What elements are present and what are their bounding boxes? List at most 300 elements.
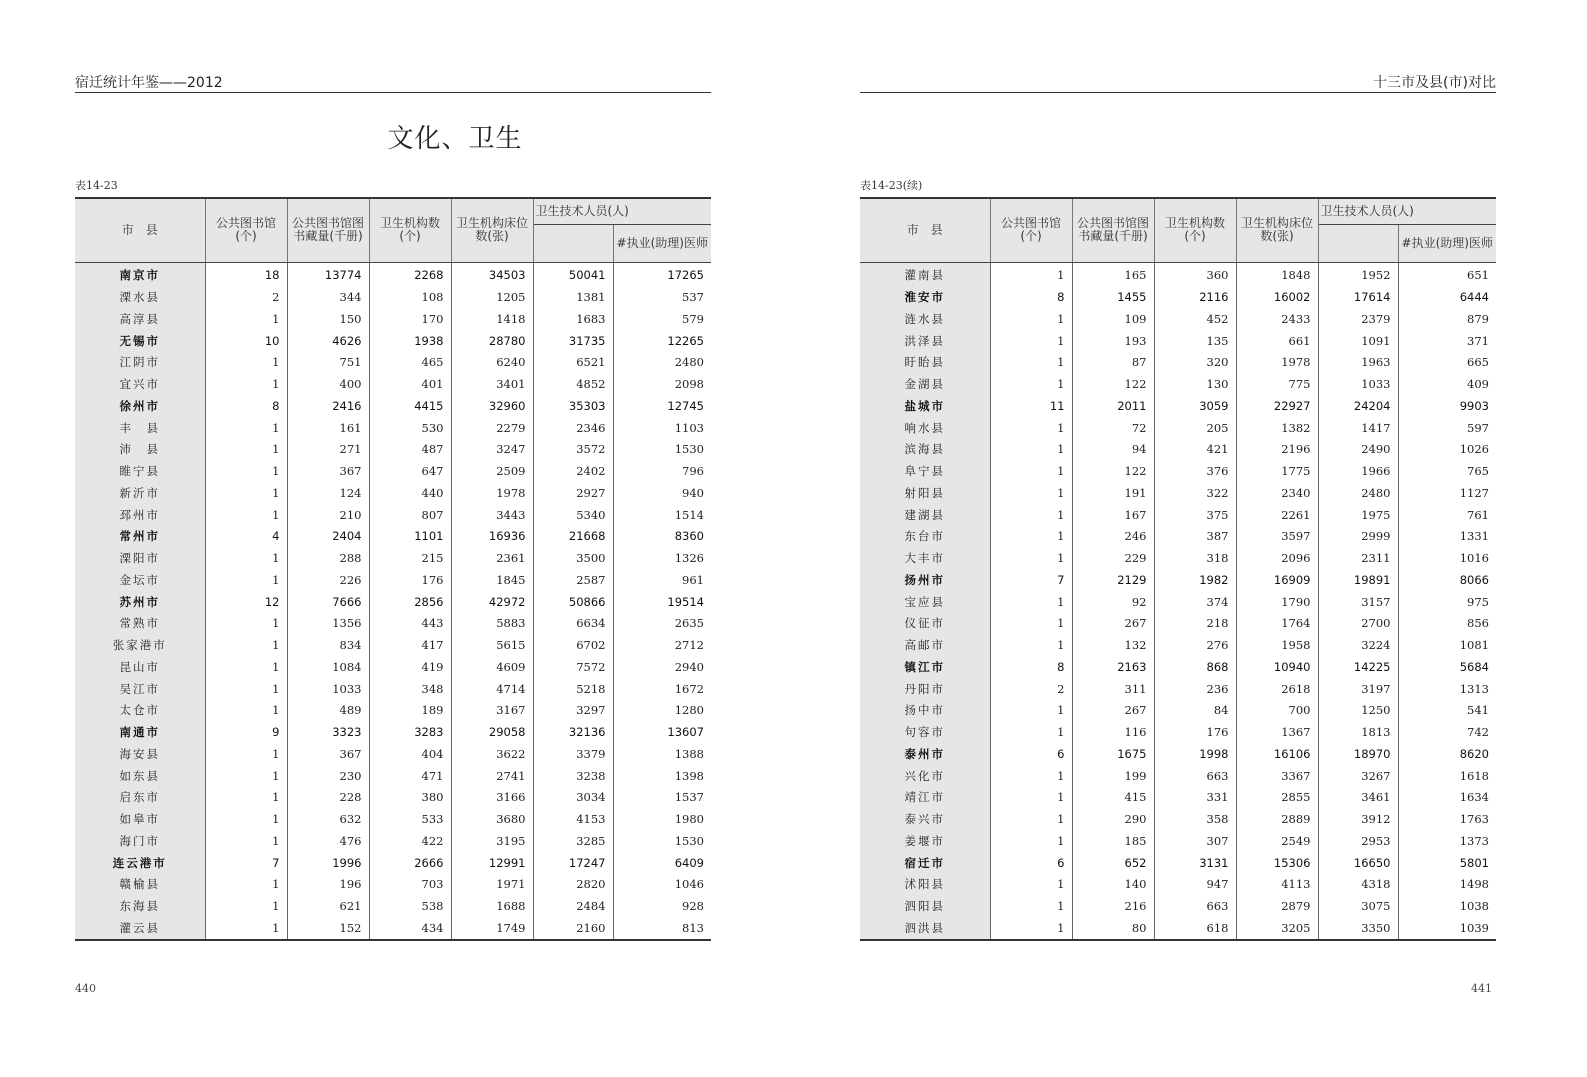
institutions-cell: 276 — [1154, 634, 1236, 656]
statistics-table-right — [860, 197, 1496, 941]
table-row — [860, 591, 1496, 613]
table-row — [75, 721, 711, 743]
doctors-cell: 879 — [1467, 311, 1489, 326]
institutions-cell: 443 — [369, 613, 451, 635]
running-header: 宿迁统计年鉴——2012 — [75, 74, 711, 93]
libraries-cell: 1 — [205, 373, 287, 395]
collection-cell: 230 — [287, 765, 369, 787]
personnel-cell: 50866 — [533, 591, 613, 613]
collection-cell: 87 — [1072, 352, 1154, 374]
doctors-cell: 597 — [1467, 420, 1489, 435]
institutions-cell: 421 — [1154, 439, 1236, 461]
collection-cell: 751 — [287, 352, 369, 374]
doctors-cell: 961 — [682, 572, 704, 587]
collection-cell: 132 — [1072, 634, 1154, 656]
table-row — [860, 330, 1496, 352]
libraries-cell: 1 — [205, 656, 287, 678]
table-row — [75, 591, 711, 613]
table-row — [860, 547, 1496, 569]
table-row — [860, 395, 1496, 417]
collection-cell: 109 — [1072, 308, 1154, 330]
libraries-cell: 1 — [990, 808, 1072, 830]
region-name: 常州市 — [75, 526, 205, 548]
institutions-cell: 176 — [1154, 721, 1236, 743]
region-name: 东海县 — [75, 895, 205, 917]
section-title: 文化、卫生 — [387, 124, 523, 154]
beds-cell: 5615 — [451, 634, 533, 656]
doctors-cell: 761 — [1467, 507, 1489, 522]
institutions-cell: 380 — [369, 787, 451, 809]
personnel-cell: 4153 — [533, 808, 613, 830]
table-row — [75, 917, 711, 940]
institutions-cell: 322 — [1154, 482, 1236, 504]
beds-cell: 1749 — [451, 917, 533, 940]
table-row — [75, 308, 711, 330]
doctors-cell: 940 — [682, 485, 704, 500]
institutions-cell: 471 — [369, 765, 451, 787]
region-name: 高淳县 — [75, 308, 205, 330]
beds-cell: 1845 — [451, 569, 533, 591]
institutions-cell: 360 — [1154, 262, 1236, 286]
libraries-cell: 1 — [990, 917, 1072, 940]
collection-cell: 94 — [1072, 439, 1154, 461]
beds-cell: 3680 — [451, 808, 533, 830]
doctors-cell: 2635 — [674, 616, 704, 631]
beds-cell: 1382 — [1236, 417, 1318, 439]
doctors-cell: 5801 — [1459, 855, 1489, 870]
personnel-cell: 5218 — [533, 678, 613, 700]
libraries-cell: 1 — [205, 569, 287, 591]
institutions-cell: 2268 — [369, 262, 451, 286]
collection-cell: 3323 — [287, 721, 369, 743]
beds-cell: 10940 — [1236, 656, 1318, 678]
doctors-cell: 579 — [682, 311, 704, 326]
collection-cell: 210 — [287, 504, 369, 526]
libraries-cell: 1 — [990, 700, 1072, 722]
personnel-cell: 2999 — [1318, 526, 1398, 548]
table-row — [75, 482, 711, 504]
personnel-cell: 31735 — [533, 330, 613, 352]
personnel-cell: 35303 — [533, 395, 613, 417]
institutions-cell: 618 — [1154, 917, 1236, 940]
table-row — [860, 634, 1496, 656]
collection-cell: 150 — [287, 308, 369, 330]
personnel-cell: 19891 — [1318, 569, 1398, 591]
personnel-cell: 21668 — [533, 526, 613, 548]
table-row — [860, 373, 1496, 395]
institutions-cell: 2666 — [369, 852, 451, 874]
personnel-cell: 2953 — [1318, 830, 1398, 852]
doctors-cell: 765 — [1467, 464, 1489, 479]
doctors-cell: 371 — [1467, 333, 1489, 348]
institutions-cell: 1938 — [369, 330, 451, 352]
libraries-cell: 1 — [990, 439, 1072, 461]
table-row — [860, 286, 1496, 308]
personnel-cell: 3157 — [1318, 591, 1398, 613]
institutions-cell: 320 — [1154, 352, 1236, 374]
collection-cell: 193 — [1072, 330, 1154, 352]
personnel-cell: 3500 — [533, 547, 613, 569]
collection-cell: 367 — [287, 460, 369, 482]
personnel-cell: 17614 — [1318, 286, 1398, 308]
region-name: 镇江市 — [860, 656, 990, 678]
personnel-cell: 18970 — [1318, 743, 1398, 765]
beds-cell: 2340 — [1236, 482, 1318, 504]
region-name: 睢宁县 — [75, 460, 205, 482]
libraries-cell: 8 — [990, 286, 1072, 308]
region-name: 昆山市 — [75, 656, 205, 678]
libraries-cell: 2 — [990, 678, 1072, 700]
region-name: 苏州市 — [75, 591, 205, 613]
region-name: 宿迁市 — [860, 852, 990, 874]
table-row — [860, 678, 1496, 700]
region-name: 吴江市 — [75, 678, 205, 700]
institutions-cell: 170 — [369, 308, 451, 330]
institutions-cell: 4415 — [369, 395, 451, 417]
table-row — [860, 808, 1496, 830]
table-row — [75, 417, 711, 439]
personnel-cell: 6702 — [533, 634, 613, 656]
region-name: 大丰市 — [860, 547, 990, 569]
libraries-cell: 1 — [990, 526, 1072, 548]
table-row — [860, 852, 1496, 874]
personnel-cell: 3912 — [1318, 808, 1398, 830]
beds-cell: 1978 — [451, 482, 533, 504]
institutions-cell: 703 — [369, 874, 451, 896]
collection-cell: 267 — [1072, 613, 1154, 635]
personnel-cell: 1091 — [1318, 330, 1398, 352]
beds-cell: 3597 — [1236, 526, 1318, 548]
table-label: 表14-23 — [75, 179, 118, 192]
libraries-cell: 1 — [205, 917, 287, 940]
column-header-region: 市 县 — [75, 198, 205, 262]
beds-cell: 2549 — [1236, 830, 1318, 852]
column-header-personnel: 卫生技术人员(人) — [533, 198, 711, 224]
beds-cell: 2279 — [451, 417, 533, 439]
table-row — [75, 330, 711, 352]
region-name: 徐州市 — [75, 395, 205, 417]
doctors-cell: 541 — [1467, 703, 1489, 718]
collection-cell: 621 — [287, 895, 369, 917]
table-row — [75, 262, 711, 286]
doctors-cell: 2940 — [674, 659, 704, 674]
table-row — [75, 352, 711, 374]
personnel-cell: 7572 — [533, 656, 613, 678]
beds-cell: 2096 — [1236, 547, 1318, 569]
region-name: 沛 县 — [75, 439, 205, 461]
libraries-cell: 11 — [990, 395, 1072, 417]
doctors-cell: 1634 — [1459, 790, 1489, 805]
beds-cell: 22927 — [1236, 395, 1318, 417]
region-name: 金坛市 — [75, 569, 205, 591]
doctors-cell: 12265 — [667, 333, 704, 348]
table-row — [75, 395, 711, 417]
libraries-cell: 1 — [990, 721, 1072, 743]
table-row — [75, 743, 711, 765]
personnel-cell: 3461 — [1318, 787, 1398, 809]
doctors-cell: 1331 — [1459, 529, 1489, 544]
beds-cell: 1848 — [1236, 262, 1318, 286]
institutions-cell: 1998 — [1154, 743, 1236, 765]
libraries-cell: 1 — [205, 439, 287, 461]
libraries-cell: 1 — [990, 417, 1072, 439]
libraries-cell: 1 — [205, 808, 287, 830]
region-name: 如皋市 — [75, 808, 205, 830]
table-row — [860, 874, 1496, 896]
beds-cell: 28780 — [451, 330, 533, 352]
beds-cell: 16106 — [1236, 743, 1318, 765]
personnel-cell: 3285 — [533, 830, 613, 852]
doctors-cell: 13607 — [667, 725, 704, 740]
personnel-cell: 3238 — [533, 765, 613, 787]
region-name: 江阴市 — [75, 352, 205, 374]
personnel-cell: 3034 — [533, 787, 613, 809]
region-name: 盐城市 — [860, 395, 990, 417]
libraries-cell: 1 — [990, 504, 1072, 526]
libraries-cell: 7 — [205, 852, 287, 874]
doctors-cell: 2712 — [674, 638, 704, 653]
institutions-cell: 376 — [1154, 460, 1236, 482]
institutions-cell: 663 — [1154, 765, 1236, 787]
collection-cell: 228 — [287, 787, 369, 809]
table-row — [860, 721, 1496, 743]
region-name: 金湖县 — [860, 373, 990, 395]
region-name: 张家港市 — [75, 634, 205, 656]
institutions-cell: 176 — [369, 569, 451, 591]
doctors-cell: 8360 — [674, 529, 704, 544]
table-row — [75, 569, 711, 591]
collection-cell: 834 — [287, 634, 369, 656]
institutions-cell: 189 — [369, 700, 451, 722]
table-row — [75, 460, 711, 482]
region-name: 启东市 — [75, 787, 205, 809]
doctors-cell: 1026 — [1459, 442, 1489, 457]
beds-cell: 3195 — [451, 830, 533, 852]
doctors-cell: 1038 — [1459, 899, 1489, 914]
personnel-cell: 3297 — [533, 700, 613, 722]
doctors-cell: 1530 — [674, 833, 704, 848]
institutions-cell: 375 — [1154, 504, 1236, 526]
region-name: 高邮市 — [860, 634, 990, 656]
page-number: 441 — [1471, 982, 1492, 995]
beds-cell: 16002 — [1236, 286, 1318, 308]
column-header-region: 市 县 — [860, 198, 990, 262]
collection-cell: 632 — [287, 808, 369, 830]
libraries-cell: 1 — [990, 547, 1072, 569]
beds-cell: 700 — [1236, 700, 1318, 722]
doctors-cell: 8066 — [1459, 572, 1489, 587]
doctors-cell: 1103 — [674, 420, 704, 435]
collection-cell: 92 — [1072, 591, 1154, 613]
beds-cell: 3166 — [451, 787, 533, 809]
personnel-cell: 1813 — [1318, 721, 1398, 743]
table-row — [75, 286, 711, 308]
personnel-cell: 3572 — [533, 439, 613, 461]
beds-cell: 1971 — [451, 874, 533, 896]
personnel-cell: 1952 — [1318, 262, 1398, 286]
doctors-cell: 813 — [613, 917, 711, 940]
doctors-cell: 6409 — [674, 855, 704, 870]
beds-cell: 1418 — [451, 308, 533, 330]
personnel-cell: 5340 — [533, 504, 613, 526]
doctors-cell: 1081 — [1459, 638, 1489, 653]
doctors-cell: 409 — [1467, 377, 1489, 392]
doctors-cell: 856 — [1467, 616, 1489, 631]
doctors-cell: 5684 — [1459, 659, 1489, 674]
region-name: 无锡市 — [75, 330, 205, 352]
libraries-cell: 4 — [205, 526, 287, 548]
personnel-cell: 4318 — [1318, 874, 1398, 896]
libraries-cell: 1 — [990, 482, 1072, 504]
beds-cell: 1978 — [1236, 352, 1318, 374]
libraries-cell: 1 — [205, 830, 287, 852]
region-name: 泰州市 — [860, 743, 990, 765]
doctors-cell: 1313 — [1459, 681, 1489, 696]
institutions-cell: 387 — [1154, 526, 1236, 548]
personnel-cell: 3075 — [1318, 895, 1398, 917]
collection-cell: 185 — [1072, 830, 1154, 852]
libraries-cell: 1 — [990, 787, 1072, 809]
collection-cell: 152 — [287, 917, 369, 940]
collection-cell: 1033 — [287, 678, 369, 700]
region-name: 南京市 — [75, 262, 205, 286]
doctors-cell: 12745 — [667, 398, 704, 413]
table-row — [75, 439, 711, 461]
column-header-personnel: 卫生技术人员(人) — [1318, 198, 1496, 224]
doctors-cell: 665 — [1467, 355, 1489, 370]
collection-cell: 2011 — [1072, 395, 1154, 417]
beds-cell: 2741 — [451, 765, 533, 787]
collection-cell: 2129 — [1072, 569, 1154, 591]
beds-cell: 775 — [1236, 373, 1318, 395]
institutions-cell: 358 — [1154, 808, 1236, 830]
doctors-cell: 796 — [682, 464, 704, 479]
institutions-cell: 374 — [1154, 591, 1236, 613]
column-header-institutions: 卫生机构数(个) — [369, 198, 451, 262]
libraries-cell: 1 — [205, 460, 287, 482]
collection-cell: 1084 — [287, 656, 369, 678]
institutions-cell: 135 — [1154, 330, 1236, 352]
collection-cell: 652 — [1072, 852, 1154, 874]
region-name: 泗阳县 — [860, 895, 990, 917]
institutions-cell: 419 — [369, 656, 451, 678]
table-row — [860, 743, 1496, 765]
column-header-beds: 卫生机构床位数(张) — [1236, 198, 1318, 262]
region-name: 滨海县 — [860, 439, 990, 461]
personnel-cell: 6634 — [533, 613, 613, 635]
personnel-cell: 1381 — [533, 286, 613, 308]
table-row — [75, 547, 711, 569]
personnel-cell: 2402 — [533, 460, 613, 482]
column-header-libraries: 公共图书馆(个) — [205, 198, 287, 262]
collection-cell: 199 — [1072, 765, 1154, 787]
region-name: 邳州市 — [75, 504, 205, 526]
beds-cell: 16936 — [451, 526, 533, 548]
region-name: 海安县 — [75, 743, 205, 765]
region-name: 溧阳市 — [75, 547, 205, 569]
libraries-cell: 1 — [990, 330, 1072, 352]
libraries-cell: 1 — [205, 700, 287, 722]
table-row — [75, 808, 711, 830]
table-row — [75, 613, 711, 635]
beds-cell: 4714 — [451, 678, 533, 700]
personnel-cell: 1975 — [1318, 504, 1398, 526]
libraries-cell: 6 — [990, 852, 1072, 874]
collection-cell: 311 — [1072, 678, 1154, 700]
column-header-doctors: #执业(助理)医师 — [613, 224, 711, 262]
beds-cell: 3622 — [451, 743, 533, 765]
collection-cell: 80 — [1072, 917, 1154, 940]
personnel-cell: 50041 — [533, 262, 613, 286]
personnel-cell: 2480 — [1318, 482, 1398, 504]
libraries-cell: 1 — [990, 895, 1072, 917]
collection-cell: 367 — [287, 743, 369, 765]
doctors-cell: 1530 — [674, 442, 704, 457]
column-header-libraries: 公共图书馆(个) — [990, 198, 1072, 262]
beds-cell: 2889 — [1236, 808, 1318, 830]
institutions-cell: 307 — [1154, 830, 1236, 852]
personnel-cell: 1033 — [1318, 373, 1398, 395]
column-header-collection: 公共图书馆图书藏量(千册) — [287, 198, 369, 262]
libraries-cell: 1 — [990, 874, 1072, 896]
beds-cell: 2855 — [1236, 787, 1318, 809]
institutions-cell: 218 — [1154, 613, 1236, 635]
region-name: 新沂市 — [75, 482, 205, 504]
personnel-cell: 1683 — [533, 308, 613, 330]
table-row — [860, 482, 1496, 504]
beds-cell: 1764 — [1236, 613, 1318, 635]
region-name: 涟水县 — [860, 308, 990, 330]
table-row — [75, 373, 711, 395]
libraries-cell: 1 — [205, 308, 287, 330]
doctors-cell: 1498 — [1459, 877, 1489, 892]
table-row — [75, 830, 711, 852]
collection-cell: 140 — [1072, 874, 1154, 896]
collection-cell: 489 — [287, 700, 369, 722]
table-row — [860, 569, 1496, 591]
personnel-cell: 2379 — [1318, 308, 1398, 330]
doctors-cell: 1280 — [674, 703, 704, 718]
collection-cell: 246 — [1072, 526, 1154, 548]
libraries-cell: 2 — [205, 286, 287, 308]
collection-cell: 1675 — [1072, 743, 1154, 765]
doctors-cell: 1763 — [1459, 812, 1489, 827]
collection-cell: 122 — [1072, 460, 1154, 482]
column-header-beds: 卫生机构床位数(张) — [451, 198, 533, 262]
doctors-cell: 2480 — [674, 355, 704, 370]
table-row — [75, 700, 711, 722]
collection-cell: 400 — [287, 373, 369, 395]
region-name: 如东县 — [75, 765, 205, 787]
personnel-cell: 1966 — [1318, 460, 1398, 482]
region-name: 射阳县 — [860, 482, 990, 504]
institutions-cell: 236 — [1154, 678, 1236, 700]
institutions-cell: 440 — [369, 482, 451, 504]
beds-cell: 3443 — [451, 504, 533, 526]
doctors-cell: 19514 — [667, 594, 704, 609]
beds-cell: 3367 — [1236, 765, 1318, 787]
region-name: 太仓市 — [75, 700, 205, 722]
collection-cell: 229 — [1072, 547, 1154, 569]
beds-cell: 3167 — [451, 700, 533, 722]
beds-cell: 1958 — [1236, 634, 1318, 656]
libraries-cell: 10 — [205, 330, 287, 352]
beds-cell: 29058 — [451, 721, 533, 743]
collection-cell: 1356 — [287, 613, 369, 635]
collection-cell: 271 — [287, 439, 369, 461]
collection-cell: 2404 — [287, 526, 369, 548]
doctors-cell: 1398 — [674, 768, 704, 783]
